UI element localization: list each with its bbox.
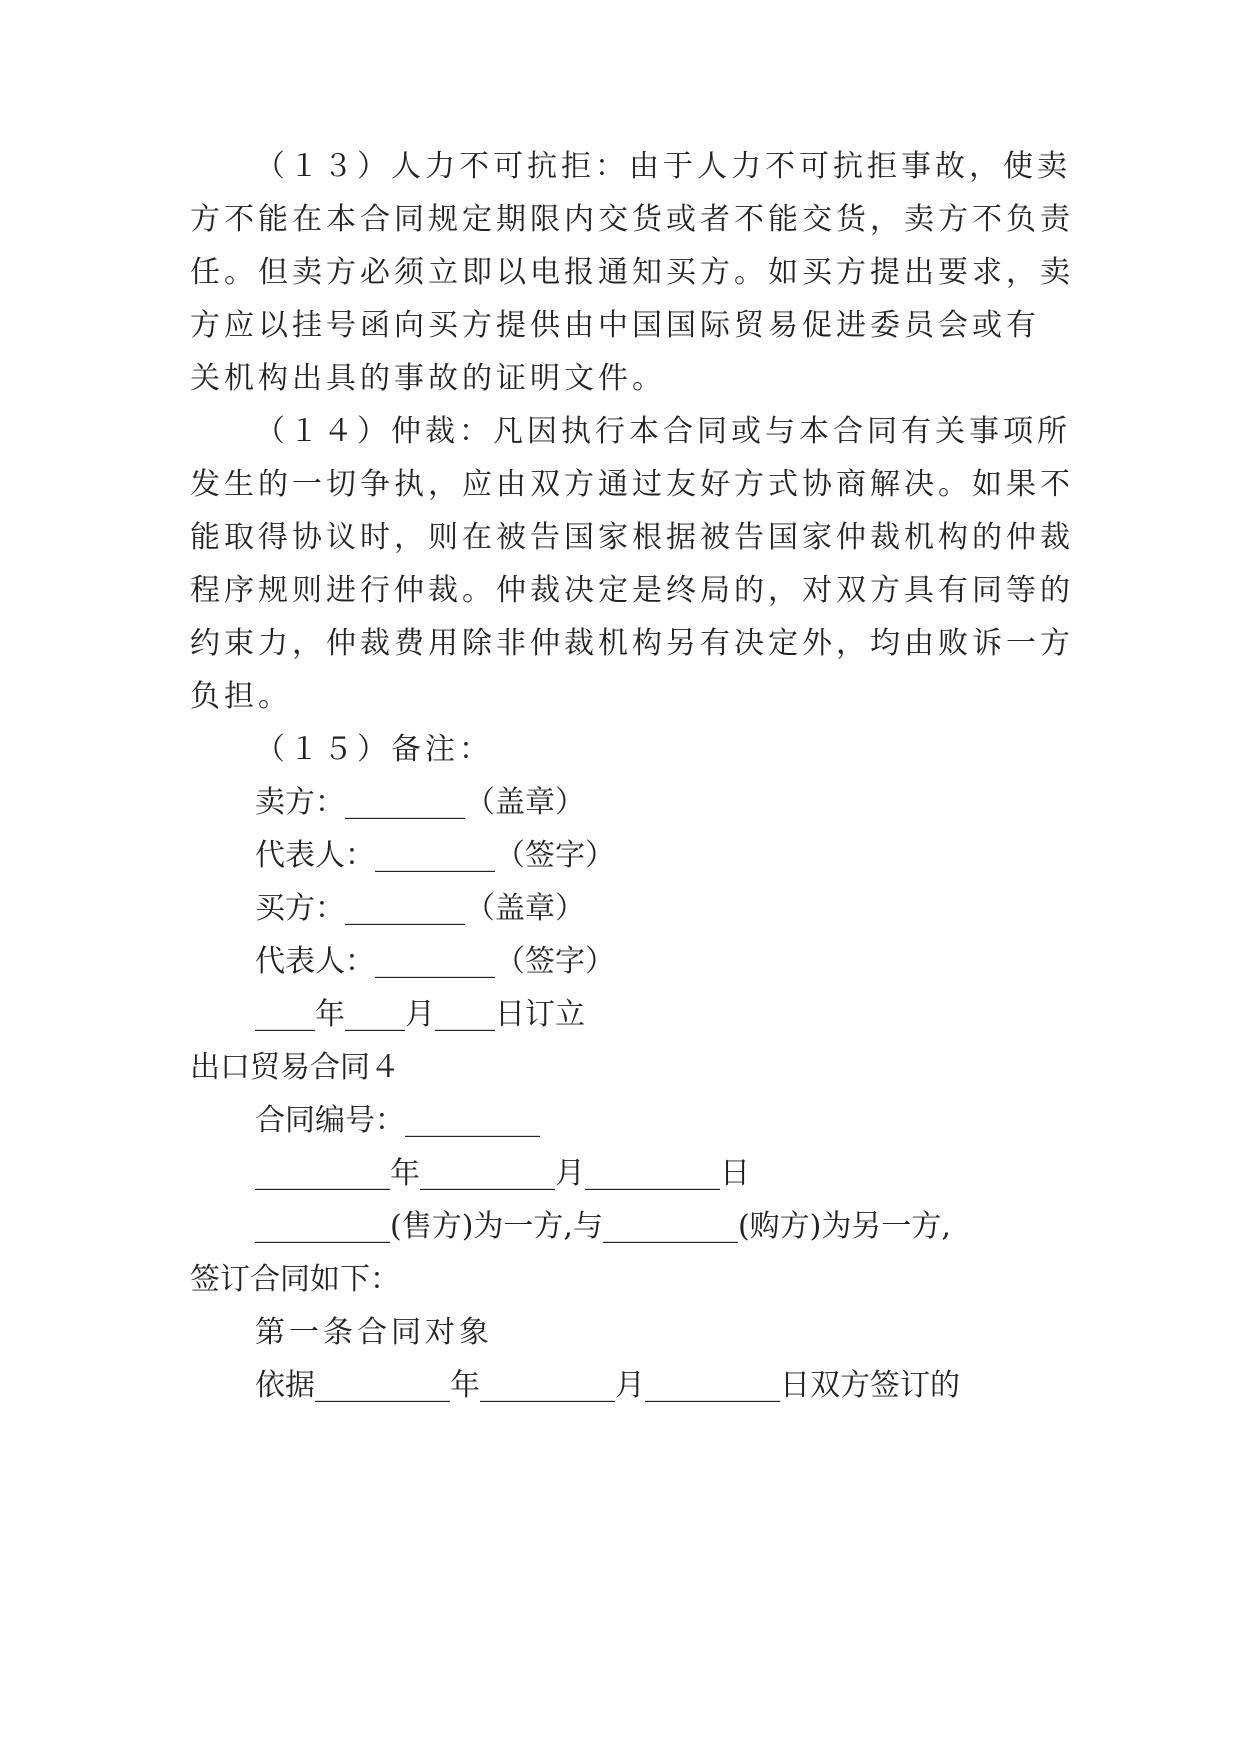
- seller-signature-line: 卖方：________（盖章）: [255, 785, 585, 820]
- buyer-signature-line: 买方：________（盖章）: [255, 891, 585, 926]
- clause-14-line-4: 程序规则进行仲裁。仲裁决定是终局的，对双方具有同等的: [190, 573, 1074, 608]
- clause-14-line-1: （１４）仲裁：凡因执行本合同或与本合同有关事项所: [255, 414, 1071, 449]
- clause-13-line-3: 任。但卖方必须立即以电报通知买方。如买方提出要求，卖: [190, 255, 1074, 290]
- contract-date-line: _________年_________月_________日: [255, 1156, 750, 1191]
- article-1-line-1: 依据_________年_________月_________日双方签订的: [255, 1368, 960, 1403]
- article-1-heading: 第一条合同对象: [255, 1315, 493, 1350]
- clause-14-line-2: 发生的一切争执，应由双方通过友好方式协商解决。如果不: [190, 467, 1074, 502]
- agreement-intro-line: 签订合同如下：: [190, 1262, 400, 1297]
- signing-date-line: ____年____月____日订立: [255, 997, 585, 1032]
- clause-13-line-1: （１３）人力不可抗拒：由于人力不可抗拒事故，使卖: [255, 149, 1071, 184]
- parties-line: _________(售方)为一方,与_________(购方)为另一方,: [255, 1209, 951, 1244]
- clause-14-line-3: 能取得协议时，则在被告国家根据被告国家仲裁机构的仲裁: [190, 520, 1074, 555]
- clause-13-line-2: 方不能在本合同规定期限内交货或者不能交货，卖方不负责: [190, 202, 1074, 237]
- clause-14-line-5: 约束力，仲裁费用除非仲裁机构另有决定外，均由败诉一方: [190, 626, 1074, 661]
- clause-14-line-6: 负担。: [190, 679, 292, 714]
- seller-representative-line: 代表人：________（签字）: [255, 838, 615, 873]
- contract-number-line: 合同编号：_________: [255, 1103, 540, 1138]
- clause-13-line-4: 方应以挂号函向买方提供由中国国际贸易促进委员会或有: [190, 308, 1040, 343]
- buyer-representative-line: 代表人：________（签字）: [255, 944, 615, 979]
- contract-title: 出口贸易合同４: [190, 1050, 400, 1085]
- clause-13-line-5: 关机构出具的事故的证明文件。: [190, 361, 666, 396]
- clause-15-remarks: （１５）备注：: [255, 732, 493, 767]
